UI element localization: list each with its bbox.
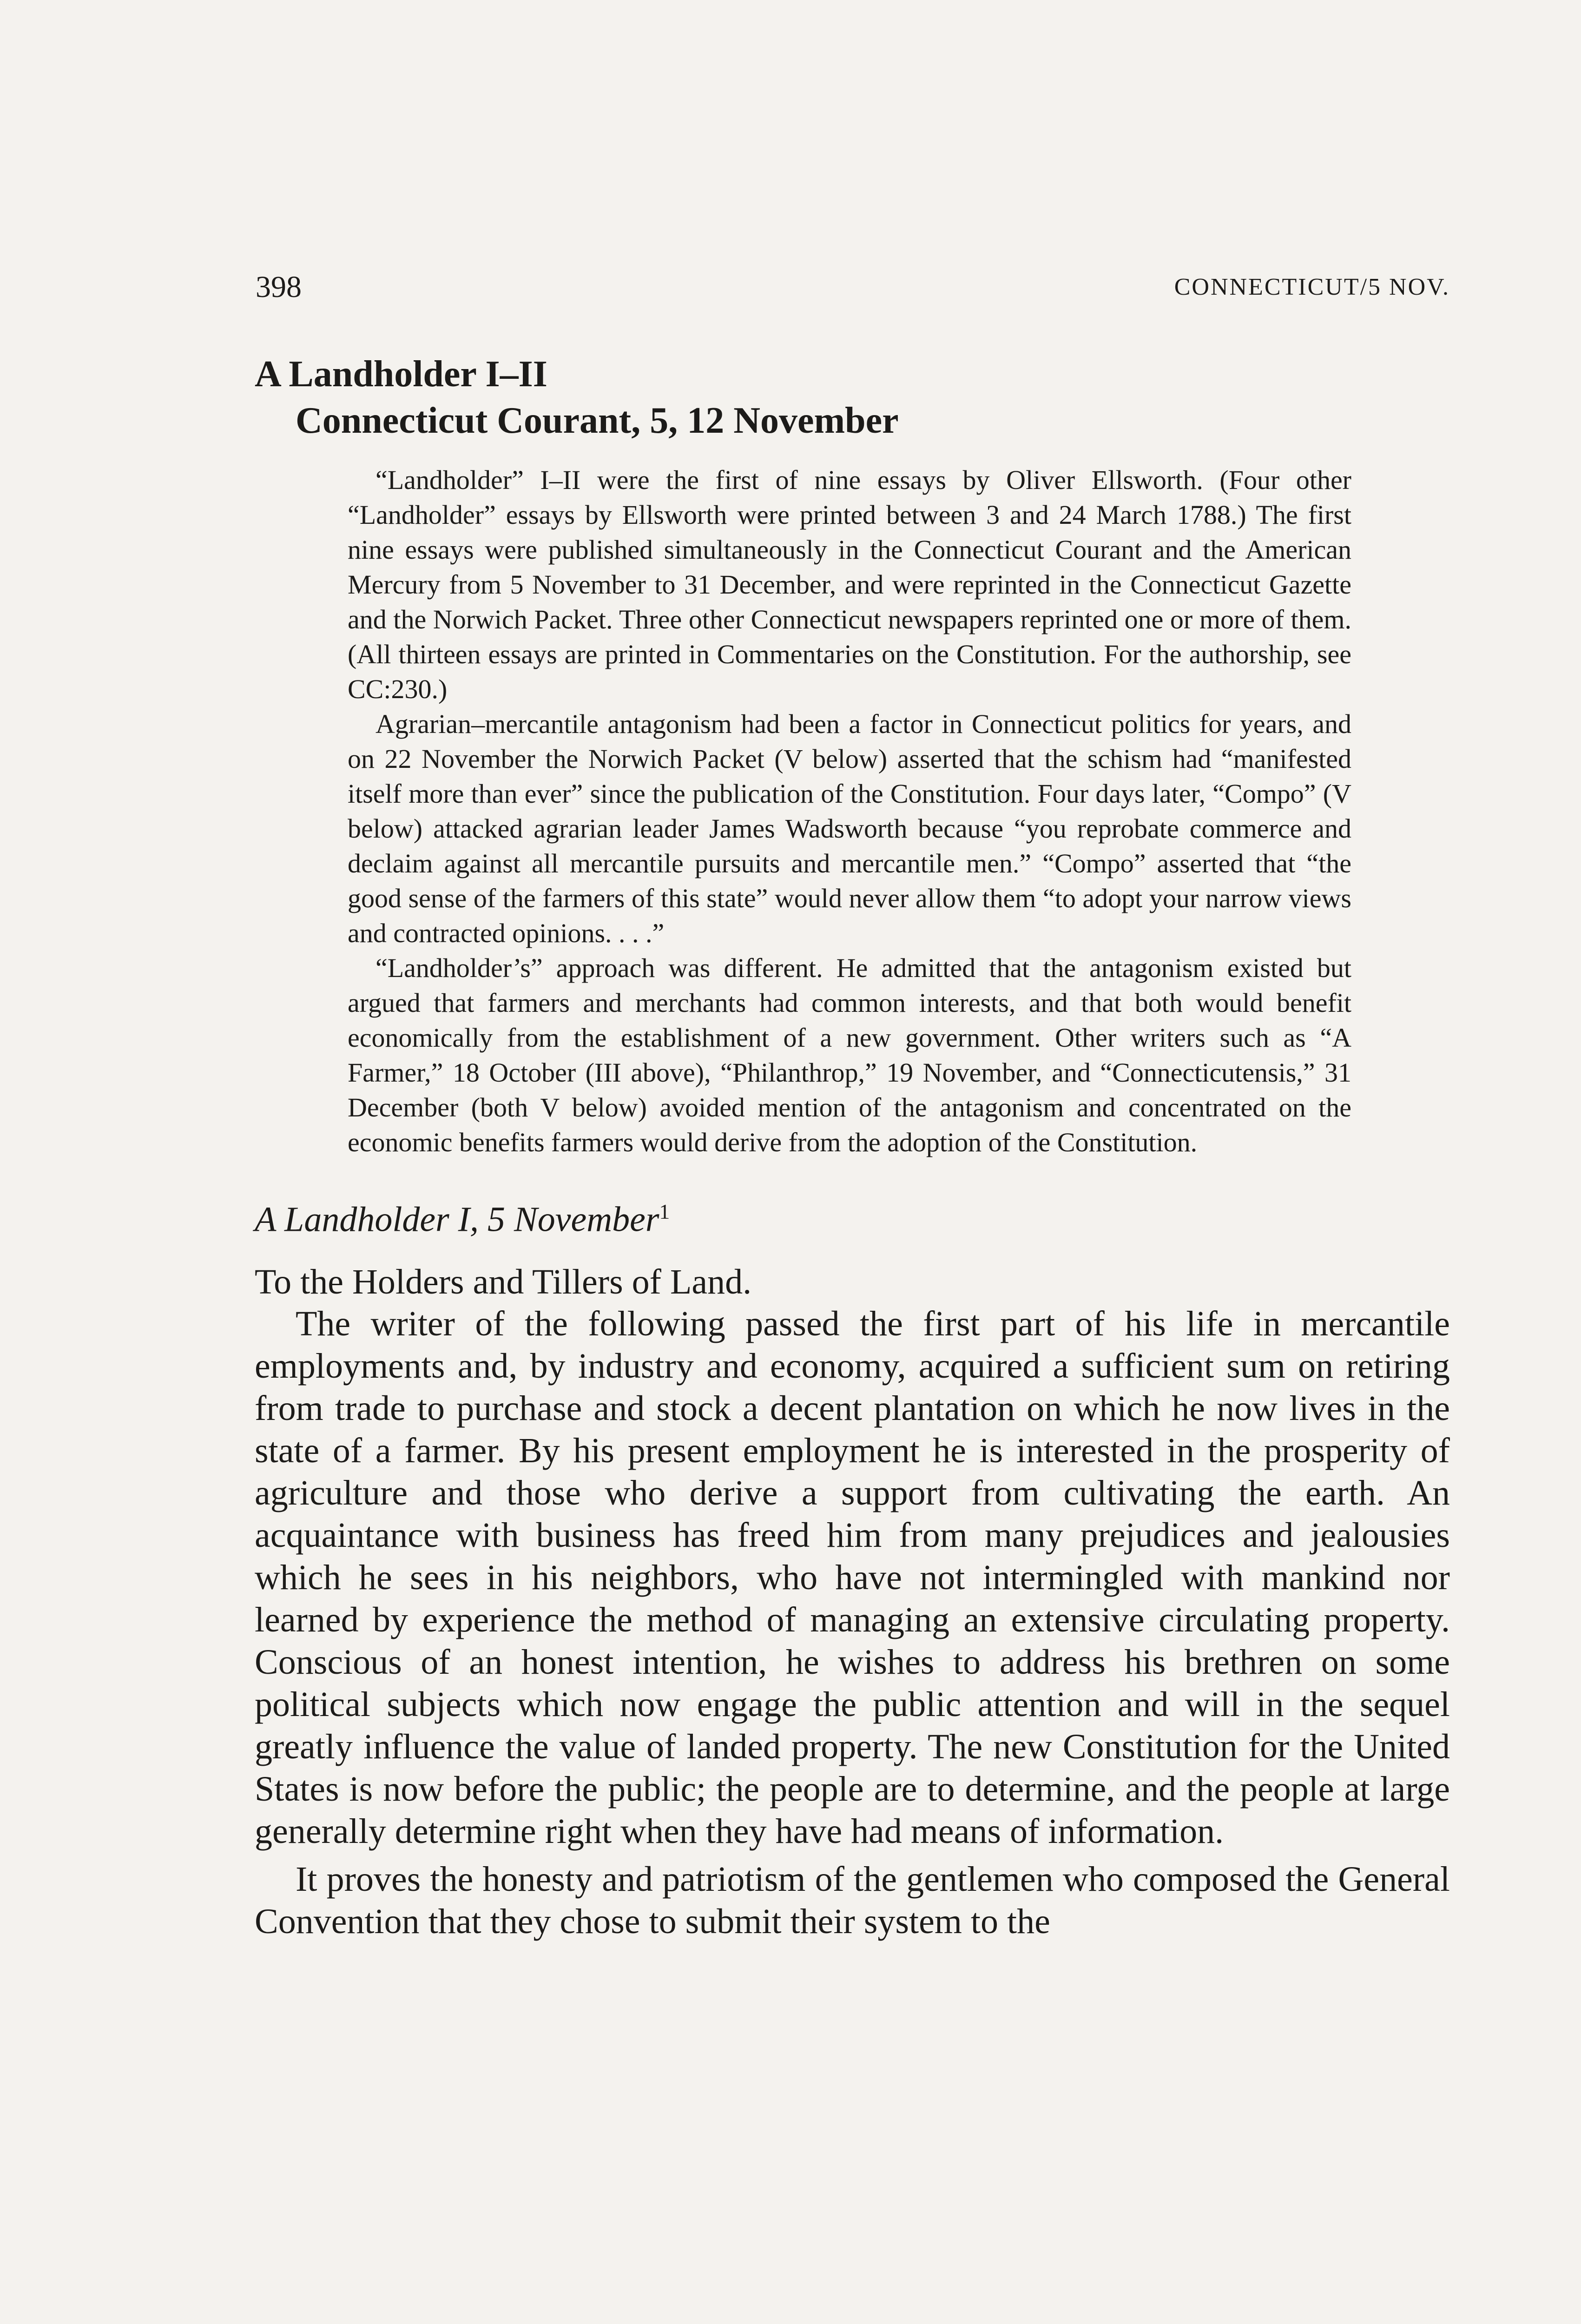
running-head [255,270,1450,311]
page-number: 398 [256,270,302,304]
book-page [255,270,1450,1943]
essay-title [255,1188,1450,1242]
document-subtitle: Connecticut Courant, 5, 12 November [296,400,899,441]
essay-body [255,1303,1450,1943]
footnote-marker: 1 [659,1200,670,1223]
headnote [348,462,1351,1160]
essay-title-text: A Landholder I, 5 November [255,1200,659,1239]
essay-salutation: To the Holders and Tillers of Land. [255,1262,752,1302]
document-title: A Landholder I–II [255,354,547,395]
headnote-paragraph: Agrarian–mercantile antagonism had been a factor in Connecticut politics for years, and on 22 November the Norwich Packet (V below) asserted that the schism had “manifested itself more than ever” since the publication of the Constitution. Four days later, “Compo” (V below) attacked agrarian leader James Wadsworth because “you reprobate commerce and declaim against all mercantile pursuits and mercantile men.” “Compo” asserted that “the good sense of the farmers of this state” would never allow them “to adopt your narrow views and contracted opinions. . . .” [348,709,1351,948]
essay-paragraph: The writer of the following passed the first part of his life in mercantile employments and, by industry and economy, acquired a sufficient sum on retiring from trade to purchase and stock a decent plantation on which he now lives in the state of a farmer. By his present employment he is interested in the prosperity of agriculture and those who derive a support from cultivating the earth. An acquaintance with business has freed him from many prejudices and jealousies which he sees in his neighbors, who have not intermingled with mankind nor learned by experience the method of managing an extensive circulating property. Conscious of an honest intention, he wishes to address his brethren on some political subjects which now engage the public attention and will in the sequel greatly influence the value of landed property. The new Constitution for the United States is now before the public; the people are to determine, and the people at large generally determine right when they have had means of information. [255,1304,1450,1851]
headnote-paragraph: “Landholder” I–II were the first of nine essays by Oliver Ellsworth. (Four other “Landholder” essays by Ellsworth were printed between 3 and 24 March 1788.) The first nine essays were published simultaneously in the Connecticut Courant and the American Mercury from 5 November to 31 December, and were reprinted in the Connecticut Gazette and the Norwich Packet. Three other Connecticut newspapers reprinted one or more of them. (All thirteen essays are printed in Commentaries on the Constitution. For the authorship, see CC:230.) [348,465,1351,704]
headnote-paragraph: “Landholder’s” approach was different. He admitted that the antagonism existed but argued that farmers and merchants had common interests, and that both would benefit economically from the establishment of a new government. Other writers such as “A Farmer,” 18 October (III above), “Philanthrop,” 19 November, and “Connecticutensis,” 31 December (both V below) avoided mention of the antagonism and concentrated on the economic benefits farmers would derive from the adoption of the Constitution. [348,953,1351,1157]
essay-paragraph: It proves the honesty and patriotism of the gentlemen who composed the General Convention that they chose to submit their system to the [255,1860,1450,1941]
section-heading: CONNECTICUT/5 NOV. [1174,274,1450,300]
